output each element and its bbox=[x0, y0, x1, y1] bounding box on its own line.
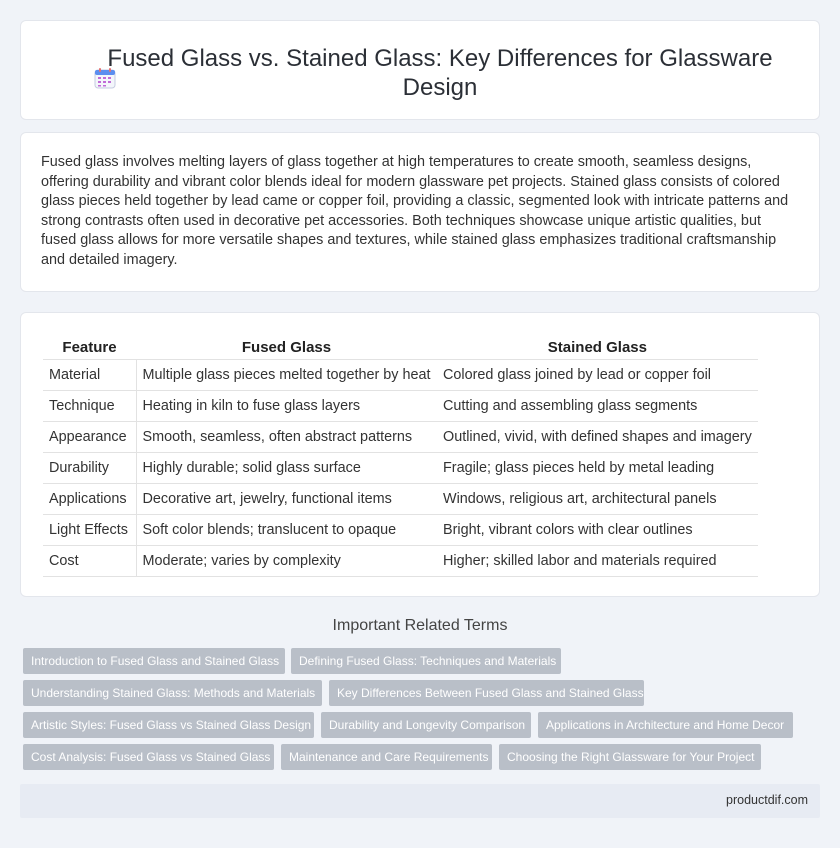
fused-glass-cell: Multiple glass pieces melted together by heat bbox=[136, 360, 437, 391]
stained-glass-cell: Windows, religious art, architectural panels bbox=[437, 484, 758, 515]
intro-text: Fused glass involves melting layers of glass together at high temperatures to create smooth, seamless designs, offering durability and vibrant color blends ideal for modern glassware pet projects. Stained glass consists of colored glass pieces held together by lead came or copper foil, providing a classic, segmented look with intricate patterns and strong contrasts often used in decorative pet accessories. Both techniques showcase unique artistic qualities, but fused glass allows for more versatile shapes and textures, while stained glass emphasizes traditional craftsmanship and detailed imagery. bbox=[41, 154, 789, 268]
table-row bbox=[43, 453, 758, 484]
comparison-table bbox=[43, 335, 758, 577]
footer-site: productdif.com bbox=[726, 793, 808, 807]
intro-card bbox=[20, 132, 820, 292]
related-term-tag[interactable]: Defining Fused Glass: Techniques and Materials bbox=[291, 648, 561, 674]
related-term-tag[interactable]: Key Differences Between Fused Glass and Stained Glass bbox=[329, 680, 644, 706]
related-term-tag[interactable]: Durability and Longevity Comparison bbox=[321, 712, 531, 738]
header-stained-glass: Stained Glass bbox=[437, 335, 758, 360]
fused-glass-cell: Highly durable; solid glass surface bbox=[136, 453, 437, 484]
stained-glass-cell: Cutting and assembling glass segments bbox=[437, 391, 758, 422]
stained-glass-cell: Higher; skilled labor and materials required bbox=[437, 546, 758, 577]
stained-glass-cell: Fragile; glass pieces held by metal leading bbox=[437, 453, 758, 484]
table-row bbox=[43, 515, 758, 546]
feature-cell: Technique bbox=[43, 391, 136, 422]
fused-glass-cell: Moderate; varies by complexity bbox=[136, 546, 437, 577]
stained-glass-cell: Outlined, vivid, with defined shapes and imagery bbox=[437, 422, 758, 453]
feature-cell: Cost bbox=[43, 546, 136, 577]
stained-glass-cell: Colored glass joined by lead or copper foil bbox=[437, 360, 758, 391]
header-feature: Feature bbox=[43, 335, 136, 360]
stained-glass-cell: Bright, vibrant colors with clear outlines bbox=[437, 515, 758, 546]
header-fused-glass: Fused Glass bbox=[136, 335, 437, 360]
footer bbox=[20, 784, 820, 818]
table-row bbox=[43, 422, 758, 453]
feature-cell: Light Effects bbox=[43, 515, 136, 546]
related-term-tag[interactable]: Applications in Architecture and Home Decor bbox=[538, 712, 793, 738]
fused-glass-cell: Heating in kiln to fuse glass layers bbox=[136, 391, 437, 422]
related-term-tag[interactable]: Choosing the Right Glassware for Your Project bbox=[499, 744, 761, 770]
related-term-tag[interactable]: Artistic Styles: Fused Glass vs Stained Glass Design bbox=[23, 712, 314, 738]
table-row bbox=[43, 391, 758, 422]
feature-cell: Durability bbox=[43, 453, 136, 484]
fused-glass-cell: Decorative art, jewelry, functional items bbox=[136, 484, 437, 515]
table-row bbox=[43, 360, 758, 391]
related-term-tag[interactable]: Maintenance and Care Requirements bbox=[281, 744, 492, 770]
table-row bbox=[43, 484, 758, 515]
page-title: Fused Glass vs. Stained Glass: Key Differences for Glassware Design bbox=[107, 45, 773, 101]
related-terms-title: Important Related Terms bbox=[332, 617, 508, 634]
related-term-tag[interactable]: Cost Analysis: Fused Glass vs Stained Glass bbox=[23, 744, 274, 770]
fused-glass-cell: Soft color blends; translucent to opaque bbox=[136, 515, 437, 546]
comparison-card bbox=[20, 312, 820, 597]
table-row bbox=[43, 546, 758, 577]
feature-cell: Appearance bbox=[43, 422, 136, 453]
feature-cell: Material bbox=[43, 360, 136, 391]
table-header-row bbox=[43, 335, 758, 360]
feature-cell: Applications bbox=[43, 484, 136, 515]
fused-glass-cell: Smooth, seamless, often abstract patterns bbox=[136, 422, 437, 453]
related-term-tag[interactable]: Introduction to Fused Glass and Stained Glass bbox=[23, 648, 285, 674]
related-term-tag[interactable]: Understanding Stained Glass: Methods and Materials bbox=[23, 680, 322, 706]
